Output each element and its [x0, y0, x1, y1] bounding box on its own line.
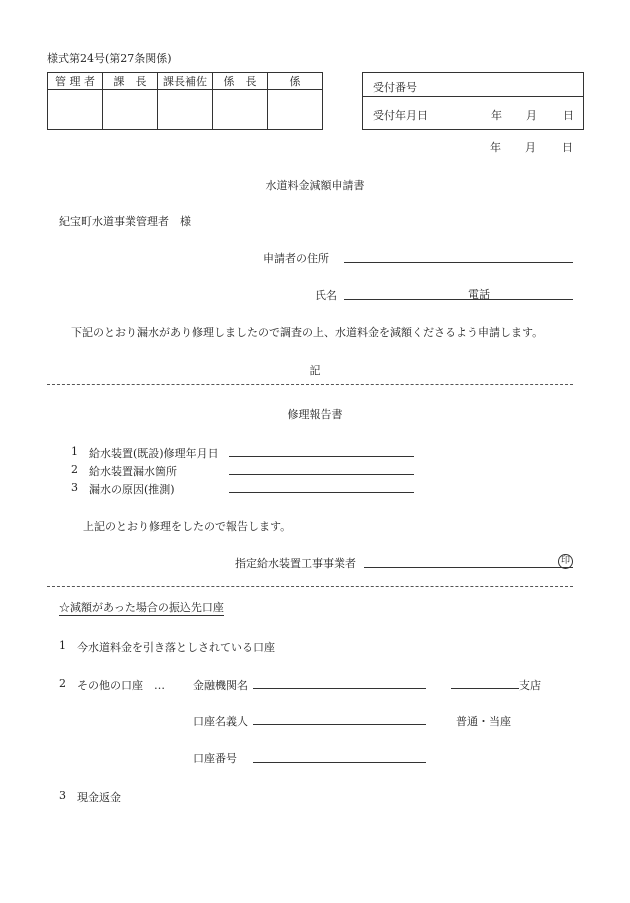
account-holder-field[interactable]	[253, 724, 426, 725]
account-number-label: 口座番号	[193, 752, 237, 765]
approval-header: 課長補佐	[158, 73, 213, 90]
reception-year: 年	[491, 109, 502, 122]
ki-label: 記	[309, 364, 321, 377]
approval-header: 係	[268, 73, 323, 90]
leak-cause-field[interactable]	[229, 492, 414, 493]
approval-header: 係 長	[213, 73, 268, 90]
reception-month: 月	[526, 109, 537, 122]
refund-heading: ☆減額があった場合の振込先口座	[59, 601, 224, 614]
contractor-field[interactable]	[364, 567, 573, 568]
bank-name-label: 金融機関名	[193, 679, 248, 692]
document-title: 水道料金減額申請書	[265, 179, 365, 192]
repair-report-title: 修理報告書	[287, 408, 343, 421]
leak-cause-label: 漏水の原因(推測)	[89, 483, 175, 496]
refund-option-current-account: 今水道料金を引き落としされている口座	[77, 641, 275, 654]
stamp-cell[interactable]	[158, 90, 213, 130]
date-month: 月	[525, 141, 536, 154]
applicant-name-label: 氏名	[315, 289, 337, 302]
reception-day: 日	[563, 109, 574, 122]
stamp-cell[interactable]	[213, 90, 268, 130]
branch-label: 支店	[519, 679, 541, 692]
refund-option-cash: 現金返金	[77, 791, 121, 804]
branch-field[interactable]	[451, 688, 519, 689]
approval-header: 課 長	[103, 73, 158, 90]
repair-item-number: 1	[71, 445, 78, 458]
divider	[47, 586, 573, 587]
applicant-name-field[interactable]	[344, 299, 573, 300]
approval-header: 管 理 者	[48, 73, 103, 90]
date-year: 年	[490, 141, 501, 154]
refund-option-number: 3	[59, 789, 66, 802]
repair-date-field[interactable]	[229, 456, 414, 457]
repair-item-number: 3	[71, 481, 78, 494]
stamp-cell[interactable]	[268, 90, 323, 130]
approval-stamp-table	[47, 72, 323, 130]
stamp-cell[interactable]	[48, 90, 103, 130]
repair-item-number: 2	[71, 463, 78, 476]
repair-date-label: 給水装置(既設)修理年月日	[89, 447, 219, 460]
applicant-address-label: 申請者の住所	[263, 252, 329, 265]
form-number: 様式第24号(第27条関係)	[47, 52, 172, 65]
date-day: 日	[562, 141, 573, 154]
stamp-cell[interactable]	[103, 90, 158, 130]
report-text: 上記のとおり修理をしたので報告します。	[83, 520, 292, 533]
reception-number-label: 受付番号	[373, 81, 417, 94]
account-number-field[interactable]	[253, 762, 426, 763]
reception-box	[362, 72, 584, 130]
applicant-address-field[interactable]	[344, 262, 573, 263]
account-type-label[interactable]: 普通・当座	[456, 715, 511, 728]
account-holder-label: 口座名義人	[193, 715, 248, 728]
request-text: 下記のとおり漏水があり修理しましたので調査の上、水道料金を減額くださるよう申請します。	[71, 326, 544, 339]
divider	[47, 384, 573, 385]
leak-location-field[interactable]	[229, 474, 414, 475]
bank-name-field[interactable]	[253, 688, 426, 689]
contractor-label: 指定給水装置工事事業者	[235, 557, 356, 570]
refund-option-number: 1	[59, 639, 66, 652]
addressee: 紀宝町水道事業管理者 様	[59, 215, 191, 228]
refund-option-other-account: その他の口座 …	[77, 679, 165, 692]
leak-location-label: 給水装置漏水箇所	[89, 465, 177, 478]
seal-mark: 印	[558, 554, 573, 569]
applicant-phone-label: 電話	[468, 288, 490, 301]
refund-option-number: 2	[59, 677, 66, 690]
reception-date-label: 受付年月日	[373, 109, 428, 122]
